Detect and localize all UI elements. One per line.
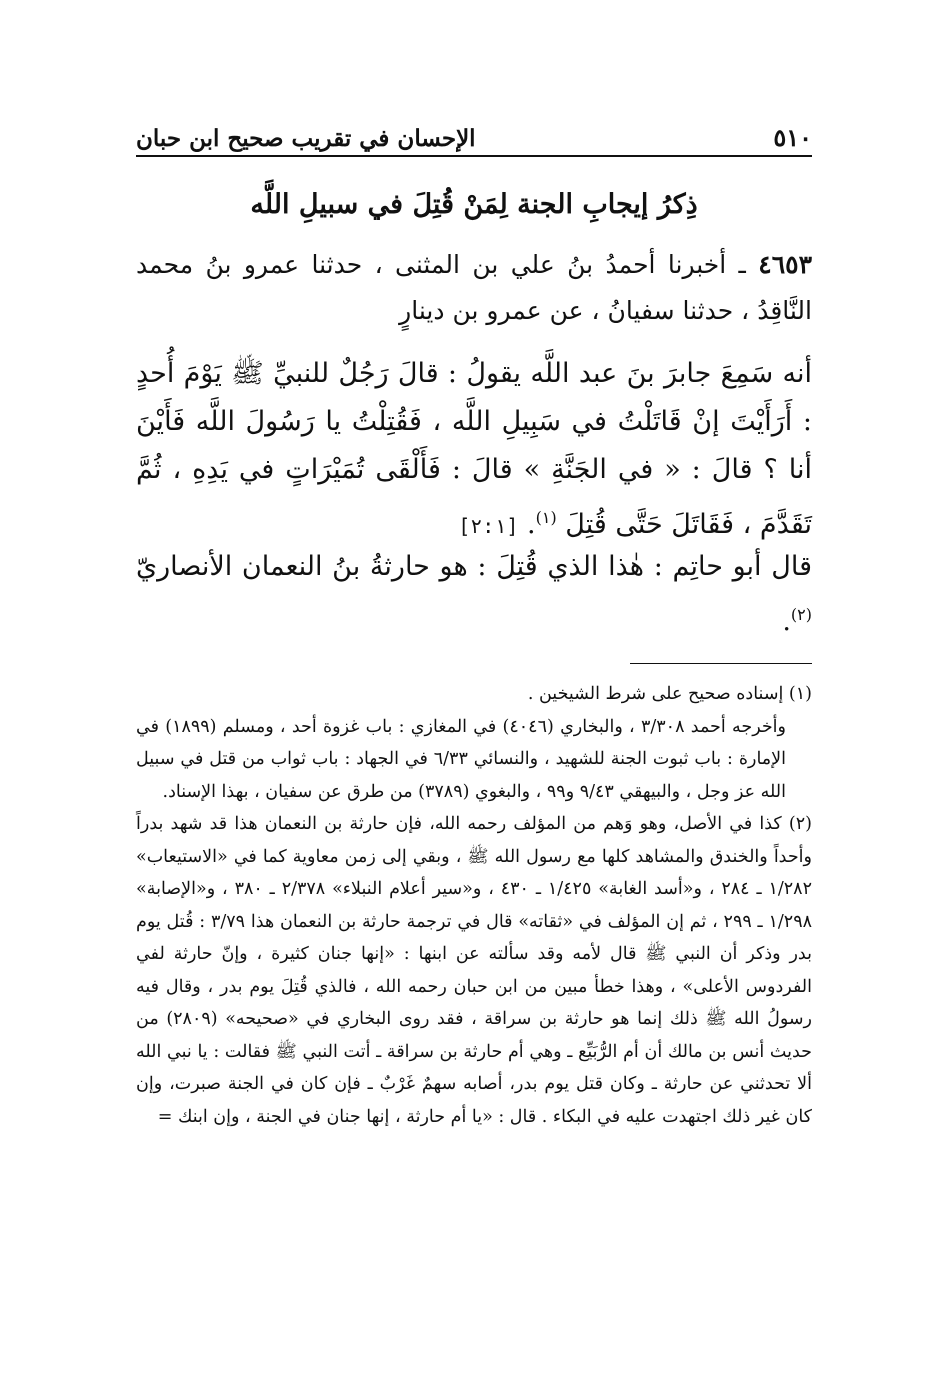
hadith-comment xyxy=(136,543,812,646)
hadith-isnad xyxy=(136,242,812,334)
isnad-text: ـ أخبرنا أحمدُ بنُ علي بن المثنى ، حدثنا عمرو بنُ محمد النَّاقِدُ ، حدثنا سفيانُ ، عن عمرو بن دينارٍ xyxy=(136,250,812,325)
page-number: ٥١٠ xyxy=(773,123,812,152)
hadith-matn xyxy=(136,350,812,550)
running-title: الإحسان في تقريب صحيح ابن حبان xyxy=(136,125,476,152)
footnote-marker-2: (٢) xyxy=(790,605,812,624)
matn-end: . xyxy=(527,509,536,540)
header-rule xyxy=(136,155,812,157)
comment-end: . xyxy=(782,606,791,637)
matn-text: أنه سَمِعَ جابرَ بنَ عبد اللَّه يقولُ : قالَ رَجُلٌ للنبيِّ ﷺ يَوْمَ أُحدٍ : أَرَأَيْتَ إنْ قَاتَلْتُ في سَبِيلِ اللَّه ، فَقُتِلْتُ يا رَسُولَ اللَّه فَأَيْنَ أنا ؟ قالَ : « في الجَنَّةِ » قالَ : فَأَلْقَى تُمَيْرَاتٍ في يَدِهِ ، ثُمَّ تَقَدَّمَ ، فَقَاتَلَ حَتَّى قُتِلَ xyxy=(136,358,812,540)
hadith-number: ٤٦٥٣ xyxy=(758,250,812,279)
footnote-2: (٢) كذا في الأصل، وهو وَهم من المؤلف رحمه الله، فإن حارثة بن النعمان هذا قد شهد بدراً وأحداً والخندق والمشاهد كلها مع رسول الله ﷺ ، وبقي إلى زمن معاوية كما في «الاستيعاب» ١/٢٨٢ ـ ٢٨٤ ، و«أسد الغابة» ١/٤٢٥ ـ ٤٣٠ ، و«سير أعلام النبلاء» ٢/٣٧٨ ـ ٣٨٠ ، و«الإصابة» ١/٢٩٨ ـ ٢٩٩ ، ثم إن المؤلف في «ثقاته» قال في ترجمة حارثة بن النعمان هذا ٣/٧٩ : قُتل يوم بدر وذكر أن النبي ﷺ قال لأمه وقد سألته عن ابنها : «إنها جنان كثيرة ، وإنّ حارثة لفي الفردوس الأعلى» ، وهذا خطأ مبين من ابن حبان رحمه الله ، فالذي قُتِلَ يوم بدر ، وقال فيه رسولُ الله ﷺ ذلك إنما هو حارثة بن سراقة ، فقد روى البخاري في «صحيحه» (٢٨٠٩) من حديث أنس بن مالك أن أم الرُّبَيِّع ـ وهي أم حارثة بن سراقة ـ أتت النبي ﷺ فقالت : يا نبي الله ألا تحدثني عن حارثة ـ وكان قتل يوم بدر، أصابه سهمٌ غَرْبٌ ـ فإن كان في الجنة صبرت، وإن كان غير ذلك اجتهدت عليه في البكاء . قال : «يا أم حارثة ، إنها جنان في الجنة ، وإن ابنك = xyxy=(136,814,812,1127)
hadith-reference: [٢:١] xyxy=(458,514,519,538)
footnote-rule xyxy=(630,663,812,664)
footnotes xyxy=(136,678,812,1133)
comment-text: قال أبو حاتِم : هٰذا الذي قُتِلَ : هو حارثةُ بنُ النعمان الأنصاريّ xyxy=(136,551,812,582)
page-header xyxy=(136,112,812,152)
footnote-1-continuation: وأخرجه أحمد ٣/٣٠٨ ، والبخاري (٤٠٤٦) في المغازي : باب غزوة أحد ، ومسلم (١٨٩٩) في الإمارة : باب ثبوت الجنة للشهيد ، والنسائي ٦/٣٣ في الجهاد : باب ثواب من قتل في سبيل الله عز وجل ، والبيهقي ٩/٤٣ و٩٩ ، والبغوي (٣٧٨٩) من طرق عن سفيان ، بهذا الإسناد. xyxy=(136,716,787,802)
section-title: ذِكرُ إيجابِ الجنة لِمَنْ قُتِلَ في سبيلِ اللَّه xyxy=(250,189,698,220)
footnote-marker-1: (١) xyxy=(535,508,557,527)
footnote-1: (١) إسناده صحيح على شرط الشيخين . xyxy=(527,684,812,704)
